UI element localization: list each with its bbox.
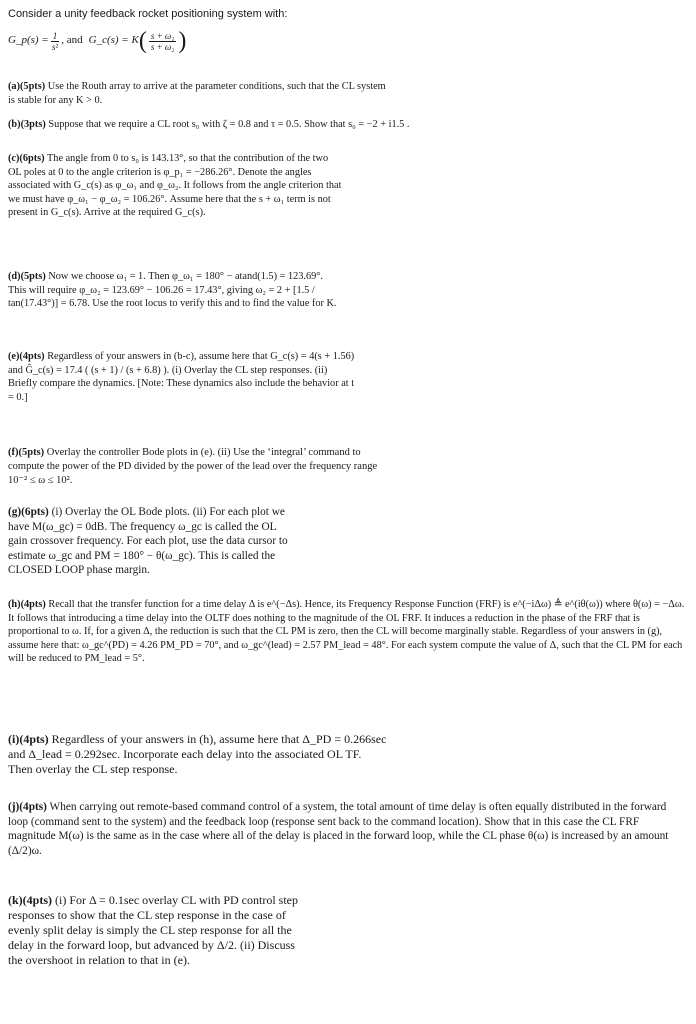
part-e-label: (e)(4pts) bbox=[8, 351, 45, 362]
controller-denominator: s + ω₂ bbox=[150, 41, 175, 52]
part-d-label: (d)(5pts) bbox=[8, 271, 46, 282]
part-h-text: Recall that the transfer function for a time delay Δ is e^(−Δs). Hence, its Frequency Response Function (FRF) is e^(−iΔω) ≜ e^(iθ(ω)) where θ(ω) = −Δω. It follows that introducing a time delay into the OLTF does nothing to the magnitude of the OL FRF. It induces a reduction in the phase of the FRF that is proportional to ω. If, for a given Δ, the reduction is such that the CL PM is zero, then the CL will become marginally stable. Regardless of your answers in (g), assume here that: ω_gc^(PD) = 4.26 PM_PD = 70°, and ω_gc^(lead) = 2.57 PM_lead = 48°. For each system compute the value of Δ, such that the CL PM for each will be reduced to PM_lead = 5°. bbox=[8, 599, 685, 664]
part-k-text: (i) For Δ = 0.1sec overlay CL with PD control step responses to show that the CL step response in the case of evenly split delay is simply the CL step response for all the delay in the forward loop, but advanced by Δ/2. (ii) Discuss the overshoot in relation to that in (e). bbox=[8, 893, 299, 967]
part-b bbox=[8, 118, 688, 132]
part-g bbox=[8, 505, 298, 578]
part-b-label: (b)(3pts) bbox=[8, 119, 46, 130]
part-b-text: Suppose that we require a CL root s₀ with ζ = 0.8 and τ = 0.5. Show that s₀ = −2 + i1.5 . bbox=[48, 119, 410, 130]
part-g-label: (g)(6pts) bbox=[8, 506, 49, 518]
part-c-label: (c)(6pts) bbox=[8, 153, 45, 164]
part-a bbox=[8, 80, 388, 107]
plant-denominator: s² bbox=[51, 41, 59, 52]
part-d-text: Now we choose ω₁ = 1. Then φ_ω₁ = 180° − atand(1.5) = 123.69°. This will require φ_ω₂ = 123.69° − 106.26 = 17.43°, giving ω₂ = 2 + [1.5 / tan(17.43°)] = 6.78. Use the root locus to verify this and to find the value for K. bbox=[8, 271, 337, 309]
part-k bbox=[8, 893, 298, 968]
controller-lhs: G_c(s) = K bbox=[88, 34, 139, 47]
part-f-text: Overlay the controller Bode plots in (e). (ii) Use the ‘integral’ command to compute the power of the PD divided by the power of the lead over the frequency range 10⁻² ≤ ω ≤ 10². bbox=[8, 447, 378, 486]
part-c bbox=[8, 152, 343, 220]
problem-intro: Consider a unity feedback rocket positioning system with: bbox=[8, 8, 288, 20]
part-j bbox=[8, 800, 688, 858]
part-k-label: (k)(4pts) bbox=[8, 893, 52, 907]
system-equation bbox=[8, 30, 186, 52]
part-h-label: (h)(4pts) bbox=[8, 599, 46, 610]
part-j-label: (j)(4pts) bbox=[8, 801, 47, 813]
part-f-label: (f)(5pts) bbox=[8, 447, 45, 458]
part-c-text: The angle from 0 to s₀ is 143.13°, so that the contribution of the two OL poles at 0 to the angle criterion is φ_p₁ = −286.26°. Denote the angles associated with G_c(s) as φ_ω₁ and φ_ω₂. It follows from the angle criterion that we must have φ_ω₁ − φ_ω₂ = 106.26°. Assume here that the s + ω₁ term is not present in G_c(s). Arrive at the required G_c(s). bbox=[8, 153, 342, 218]
part-g-text: (i) Overlay the OL Bode plots. (ii) For each plot we have M(ω_gc) = 0dB. The frequency ω_gc is called the OL gain crossover frequency. For each plot, use the data cursor to estimate ω_gc and PM = 180° − θ(ω_gc). This is called the CLOSED LOOP phase margin. bbox=[8, 506, 288, 576]
plant-numerator: 1 bbox=[52, 30, 58, 41]
part-h bbox=[8, 598, 688, 666]
part-a-text: Use the Routh array to arrive at the parameter conditions, such that the CL system is stable for any K > 0. bbox=[8, 81, 386, 106]
part-e-text: Regardless of your answers in (b-c), assume here that G_c(s) = 4(s + 1.56) and Ĝ_c(s) = 17.4 ( (s + 1) / (s + 6.8) ). (i) Overlay the CL step responses. (ii) Briefly compare the dynamics. [Note: These dynamics also include the behavior at t = 0.] bbox=[8, 351, 355, 403]
part-d bbox=[8, 270, 343, 311]
part-i-text: Regardless of your answers in (h), assume here that Δ_PD = 0.266sec and Δ_lead = 0.292sec. Incorporate each delay into the associated OL TF. Then overlay the CL step response. bbox=[8, 732, 387, 776]
part-a-label: (a)(5pts) bbox=[8, 81, 46, 92]
part-i bbox=[8, 732, 388, 777]
controller-fraction bbox=[149, 31, 177, 52]
part-f bbox=[8, 446, 388, 488]
part-i-label: (i)(4pts) bbox=[8, 732, 49, 746]
right-paren: ) bbox=[178, 28, 187, 54]
plant-fraction bbox=[51, 31, 60, 52]
controller-numerator: s + ω₁ bbox=[150, 30, 175, 41]
part-e bbox=[8, 350, 358, 404]
left-paren: ( bbox=[138, 28, 147, 54]
plant-lhs: G_p(s) = bbox=[8, 34, 49, 47]
equation-and: , and bbox=[61, 34, 83, 47]
part-j-text: When carrying out remote-based command control of a system, the total amount of time delay is often equally distributed in the forward loop (command sent to the system) and the feedback loop (response sent back to the command location). Show that in this case the CL FRF magnitude M(ω) is the same as in the case where all of the delay is placed in the forward loop, while the CL phase θ(ω) is increased by an amount (Δ/2)ω. bbox=[8, 801, 669, 857]
